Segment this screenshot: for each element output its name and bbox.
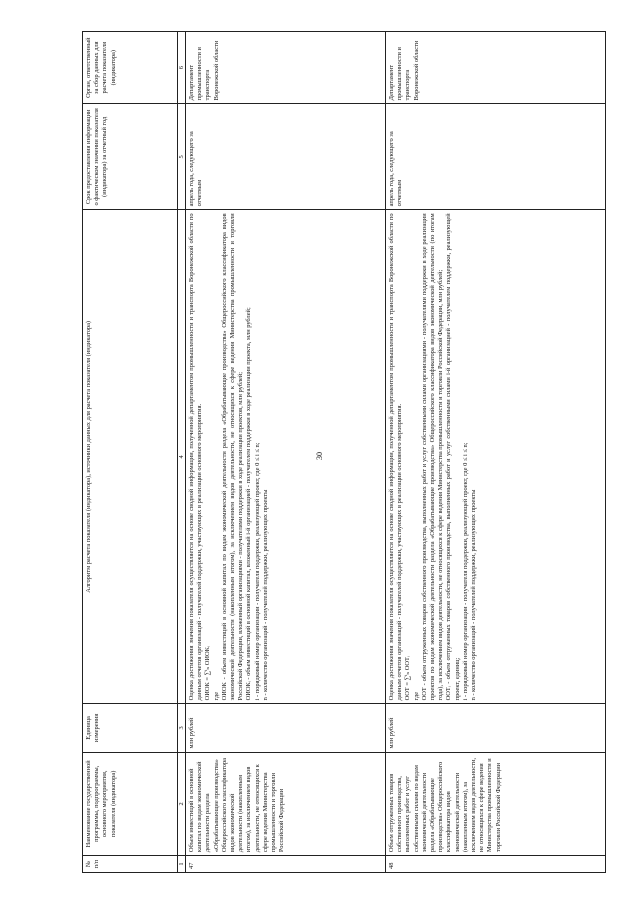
algorithm-formula: ООТ = ∑ⁱₙ ООТᵢ (404, 656, 412, 701)
header-algorithm: Алгоритм расчета показателя (индикатора), источники данных для расчета показателя (индикатора) (83, 210, 178, 704)
column-number: 3 (178, 704, 186, 752)
indicator-name: Объем инвестиций в основной капитал по видам экономической деятельности раздела «Обрабатывающие производства» Общероссийского классификатора видов экономической деятельности (накопленным итогом), за исключением видов деятельности, не относящихся к сфере ведения Министерства промышленности и торговли Российской Федерации (186, 752, 386, 856)
table-row (186, 32, 386, 873)
indicator-table (82, 31, 606, 873)
algorithm-definition: i - порядковый номер организации - получателя поддержки, реализующей проект, где 0 ≤ i ≤ n; (461, 442, 469, 701)
algorithm-definition: ОИОК - объем инвестиций в основной капитал по видам экономической деятельности раздела «Обрабатывающие производства» Общероссийского классификатора видов экономической деятельности (накопленным итогом), за исключением видов деятельности, не относящихся к сфере ведения Министерства промышленности и торговли Российской Федерации, вложенный организациями - получателями поддержки в ходе реализации проектов, млн рублей; (220, 213, 245, 701)
indicator-name: Объем отгруженных товаров собственного производства, выполненных работ и услуг собственными силами по видам экономической деятельности раздела «Обрабатывающие производства» Общероссийского классификатора видов экономической деятельности (накопленным итогом), за исключением видов деятельности, не относящихся к сфере ведения Министерства промышленности и торговли Российской Федерации (386, 752, 606, 856)
algorithm-intro: Оценка достижения значения показателя осуществляется на основе сводной информации, полученной департаментом промышленности и транспорта Воронежской области по данным отчетов организаций - получателей поддержки, участвующих в реализации основного мероприятия. (188, 213, 204, 701)
unit-cell: млн рублей (186, 704, 386, 752)
header-unit: Единица измерения (83, 704, 178, 752)
row-number: 47 (186, 856, 386, 873)
rotated-table-container (82, 31, 540, 873)
row-number: 48 (386, 856, 606, 873)
unit-cell: млн рублей (386, 704, 606, 752)
algorithm-definition: n - количество организаций - получателей поддержки, реализующих проекты (470, 489, 478, 701)
algorithm-cell (186, 210, 386, 704)
algorithm-definition: ООТᵢ - объем отгруженных товаров собственного производства, выполненных работ и услуг собственными силами i-й организацией - получателем поддержки, реализующей проект, единиц; (445, 213, 461, 701)
algorithm-definition: n - количество организаций - получателей поддержки, реализующих проекты (261, 489, 269, 701)
responsible-body-cell: Департамент промышленности и транспорта Воронежской области (386, 32, 606, 104)
responsible-body-cell: Департамент промышленности и транспорта Воронежской области (186, 32, 386, 104)
algorithm-formula: ОИОК = ∑ⁱₙ ОИОКᵢ (204, 646, 212, 701)
algorithm-definition: ООТ - объем отгруженных товаров собственного производства, выполненных работ и услуг собственными силами организациями - получателями поддержки в ходе реализации проектов по видам экономической деятельности раздела «Обрабатывающие производства» Общероссийского классификатора видов экономической деятельности (по итогам года), за исключением видов деятельности, не относящихся к сфере ведения Министерства промышленности и торговли Российской Федерации, млн рублей; (420, 213, 445, 701)
algorithm-definition: i - порядковый номер организации - получателя поддержки, реализующей проект, где 0 ≤ i ≤ n; (253, 442, 261, 701)
column-number: 4 (178, 210, 186, 704)
deadline-cell: апрель года, следующего за отчетным (186, 104, 386, 210)
header-responsible-body: Орган, ответственный за сбор данных для расчета показателя (индикатора) (83, 32, 178, 104)
header-deadline: Срок предоставления информации о фактическом значении показателя (индикатора) за отчетный год (83, 104, 178, 210)
header-num: № п/п (83, 856, 178, 873)
algorithm-cell (386, 210, 606, 704)
deadline-cell: апрель года, следующего за отчетным (386, 104, 606, 210)
algorithm-definition: ОИОКᵢ - объем инвестиций в основной капитал, вложенный i-й организацией - получателем поддержки в ходе реализации проекта, млн рублей; (245, 307, 253, 701)
column-number-row (178, 32, 186, 873)
algorithm-where: где (212, 691, 220, 701)
table-header-row (83, 32, 178, 873)
algorithm-where: где (412, 691, 420, 701)
algorithm-intro: Оценка достижения значения показателя осуществляется на основе сводной информации, полученной департаментом промышленности и транспорта Воронежской области по данным отчетов организаций - получателей поддержки, участвующих в реализации основного мероприятия. (388, 213, 404, 701)
table-row (386, 32, 606, 873)
header-name: Наименование государственной программы, подпрограммы, основного мероприятия, показателя (индикатора) (83, 752, 178, 856)
column-number: 5 (178, 104, 186, 210)
column-number: 2 (178, 752, 186, 856)
page-number: 30 (315, 452, 324, 460)
column-number: 1 (178, 856, 186, 873)
column-number: 6 (178, 32, 186, 104)
